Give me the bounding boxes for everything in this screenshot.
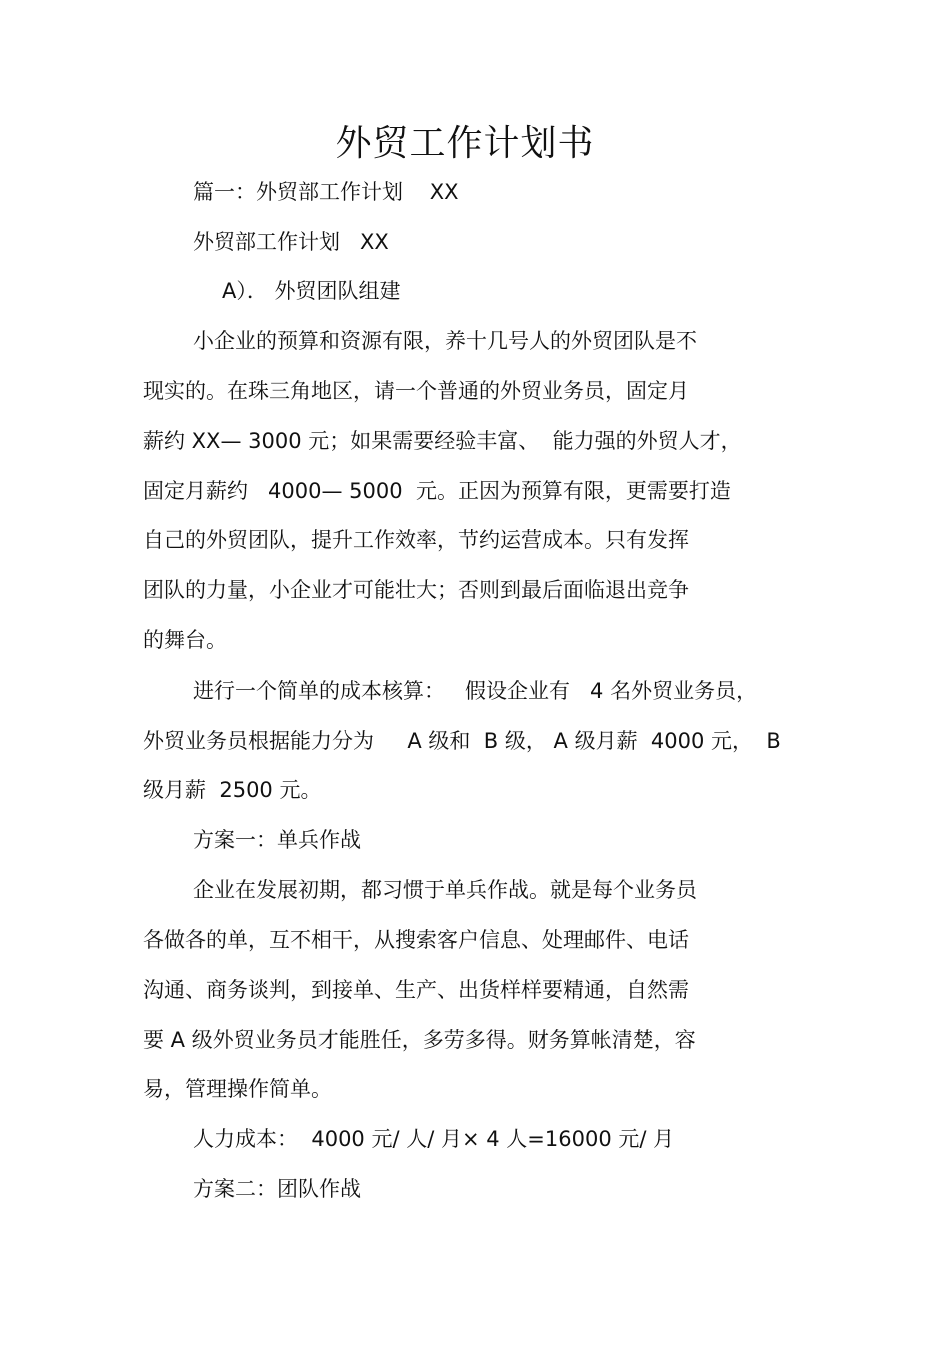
paragraph-line: 现实的。在珠三角地区，请一个普通的外贸业务员，固定月 bbox=[143, 379, 689, 403]
section-heading: 篇一：外贸部工作计划 XX bbox=[193, 180, 459, 204]
subheading: 外贸部工作计划 XX bbox=[193, 230, 389, 254]
paragraph-line: 企业在发展初期，都习惯于单兵作战。就是每个业务员 bbox=[193, 878, 697, 902]
paragraph-line: 级月薪 2500 元。 bbox=[143, 778, 322, 802]
paragraph-line: 薪约 XX— 3000 元；如果需要经验丰富、 能力强的外贸人才， bbox=[143, 429, 742, 453]
paragraph-line: 易，管理操作简单。 bbox=[143, 1077, 332, 1101]
paragraph-line: 进行一个简单的成本核算： 假设企业有 4 名外贸业务员， bbox=[193, 679, 758, 703]
paragraph-line: 小企业的预算和资源有限，养十几号人的外贸团队是不 bbox=[193, 329, 697, 353]
paragraph-line: 固定月薪约 4000— 5000 元。正因为预算有限，更需要打造 bbox=[143, 479, 731, 503]
paragraph-line: 自己的外贸团队，提升工作效率，节约运营成本。只有发挥 bbox=[143, 528, 689, 552]
paragraph-line: 的舞台。 bbox=[143, 628, 227, 652]
paragraph-line: 沟通、商务谈判，到接单、生产、出货样样要精通，自然需 bbox=[143, 978, 689, 1002]
paragraph-line: 团队的力量，小企业才可能壮大；否则到最后面临退出竞争 bbox=[143, 578, 689, 602]
paragraph-line: 各做各的单，互不相干，从搜索客户信息、处理邮件、电话 bbox=[143, 928, 689, 952]
subsection-heading: A）． 外贸团队组建 bbox=[222, 279, 401, 303]
plan-heading: 方案一：单兵作战 bbox=[193, 828, 361, 852]
cost-line: 人力成本： 4000 元/ 人/ 月× 4 人=16000 元/ 月 bbox=[193, 1127, 675, 1151]
document-title: 外贸工作计划书 bbox=[335, 123, 595, 164]
paragraph-line: 要 A 级外贸业务员才能胜任，多劳多得。财务算帐清楚，容 bbox=[143, 1028, 696, 1052]
plan-heading: 方案二：团队作战 bbox=[193, 1177, 361, 1201]
paragraph-line: 外贸业务员根据能力分为 A 级和 B 级， A 级月薪 4000 元， B bbox=[143, 729, 781, 753]
